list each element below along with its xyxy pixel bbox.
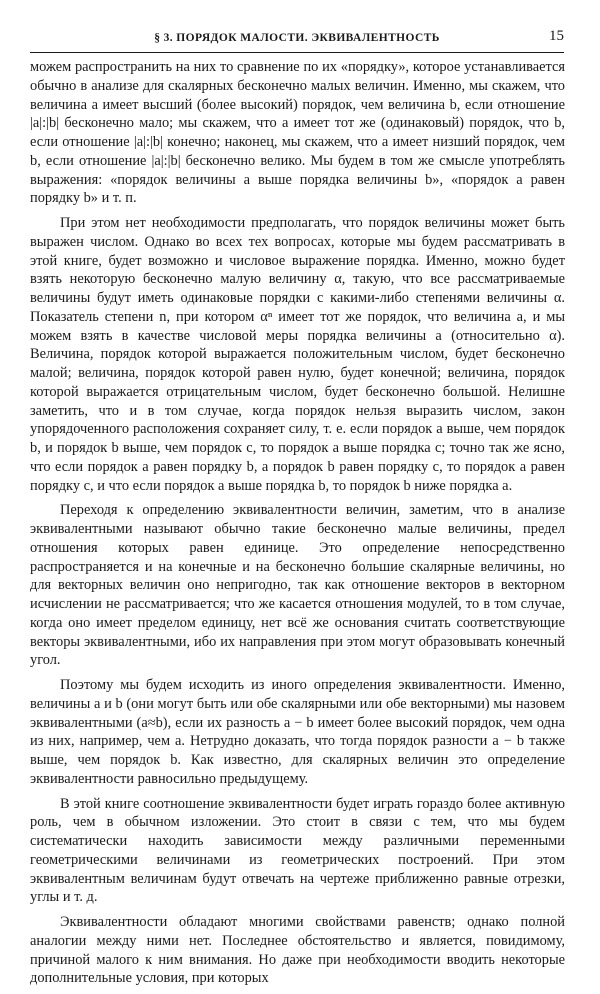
- page-body: [30, 58, 565, 994]
- paragraph-4: Поэтому мы будем исходить из иного определения эквивалентности. Именно, величины a и b (они могут быть или обе скалярными или обе векторными) мы назовем эквивалентными (a≈b), если их разность a − b имеет более высокий порядок, чем одна из них, например, чем a. Нетрудно доказать, что тогда порядок разности a − b также выше, чем порядок b. Как известно, для скалярных величин это определение эквивалентности равносильно предыдущему.: [30, 677, 565, 787]
- section-title: § 3. ПОРЯДОК МАЛОСТИ. ЭКВИВАЛЕНТНОСТЬ: [154, 32, 440, 44]
- running-header: [30, 30, 564, 53]
- paragraph-2: При этом нет необходимости предполагать, что порядок величины может быть выражен числом. Однако во всех тех вопросах, которые мы будем рассматривать в этой книге, будет возможно и числовое выражение порядка. Именно, можно будет взять некоторую бесконечно малую величину α, такую, что все рассматриваемые величины будут иметь одинаковые порядки с какими-либо степенями величины α. Показатель степени n, при котором αⁿ имеет тот же порядок, что величина a, и мы можем взять в качестве числовой меры порядка величины a (относительно α). Величина, порядок которой выражается положительным числом, будет бесконечно малой; величина, порядок которой равен нулю, будет конечной; величина, порядок которой выражается отрицательным числом, будет бесконечно большой. Нелишне заметить, что и в том случае, когда порядок нельзя выразить числом, закон упорядоченного расположения сохраняет силу, т. е. если порядок a выше, чем порядок b, и порядок b выше, чем порядок c, то порядок a выше порядка c; точно так же ясно, что если порядок a равен порядку b, а порядок b равен порядку c, то порядок a равен порядку c, и что если порядок a выше порядка b, то порядок b ниже порядка a.: [30, 215, 565, 494]
- paragraph-1: можем распространить на них то сравнение по их «порядку», которое устанавливается обычно в анализе для скалярных бесконечно малых величин. Именно, мы скажем, что величина a имеет высший (более высокий) порядок, чем величина b, если отношение |a|:|b| бесконечно мало; мы скажем, что a имеет тот же (одинаковый) порядок, что b, если отношение |a|:|b| конечно; наконец, мы скажем, что a имеет низший порядок, чем b, если отношение |a|:|b| бесконечно велико. Мы будем в том же смысле употреблять выражения: «порядок величины a выше порядка величины b», «порядок a равен порядку b» и т. п.: [30, 59, 565, 207]
- paragraph-5: В этой книге соотношение эквивалентности будет играть гораздо более активную роль, чем в обычном изложении. Это стоит в связи с тем, что мы будем систематически находить зависимости между различными переменными геометрическими величинами из геометрических построений. При этом эквивалентным величинам будут отвечать на чертеже приближенно равные отрезки, углы и т. д.: [30, 795, 565, 906]
- page-number: 15: [549, 28, 564, 44]
- paragraph-3: Переходя к определению эквивалентности величин, заметим, что в анализе эквивалентными называют обычно такие бесконечно малые величины, предел отношения которых равен единице. Это определение непосредственно распространяется и на конечные и на бесконечно большие скалярные величины, но для векторных величин оно непригодно, так как отношение векторов в векторном исчислении не рассматривается; что же касается отношения модулей, то в том случае, когда оно имеет пределом единицу, нет всё же основания считать соответствующие векторы эквивалентными, ибо их направления при этом могут образовывать конечный угол.: [30, 502, 565, 669]
- paragraph-6: Эквивалентности обладают многими свойствами равенств; однако полной аналогии между ними нет. Последнее обстоятельство и является, повидимому, причиной малого к ним внимания. Но даже при необходимости вводить некоторые дополнительные условия, при которых: [30, 914, 565, 987]
